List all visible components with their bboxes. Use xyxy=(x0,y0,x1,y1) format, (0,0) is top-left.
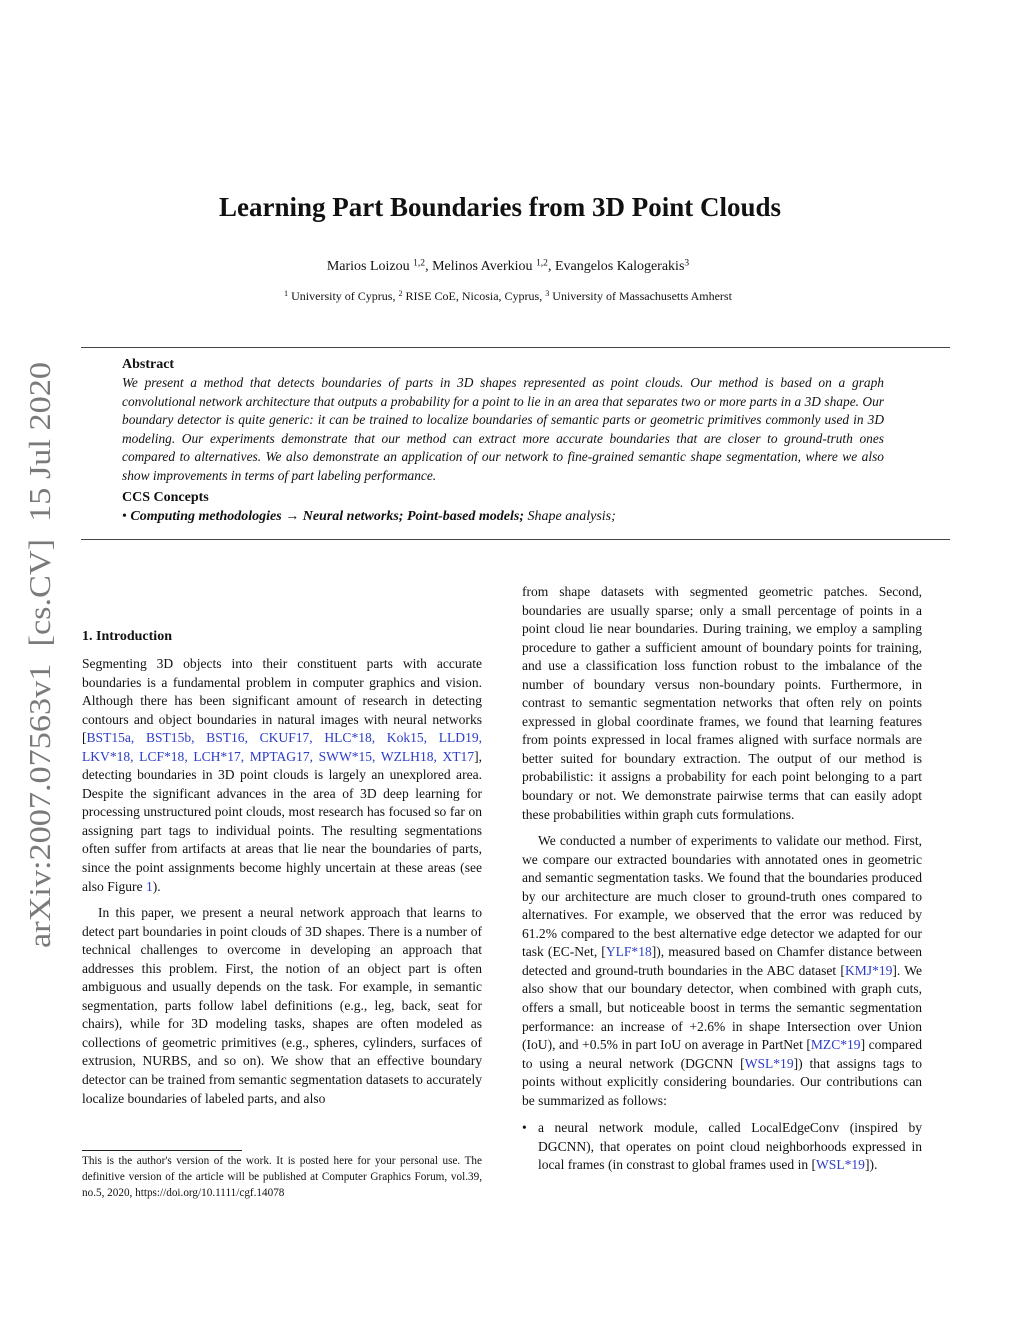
author-name: Melinos Averkiou xyxy=(432,259,533,274)
paragraph-text: ]) that assigns tags to points without explicitly considering boundaries. Our contributions can be summarized as follows: xyxy=(522,1055,923,1108)
abstract-top-rule xyxy=(81,347,950,348)
abstract-text: We present a method that detects boundaries of parts in 3D shapes represented as point clouds. Our method is based on a graph convolutional network architecture that outputs a probability for a point to lie in an area that separates two or more parts in a 3D shape. Our boundary detector is quite generic: it can be trained to localize boundaries of semantic parts or geometric primitives commonly used in 3D modeling. Our experiments demonstrate that our method can extract more accurate boundaries that are closer to ground-truth ones compared to alternatives. We also demonstrate an application of our network to fine-grained semantic shape segmentation, where we also show improvements in terms of part labeling performance. xyxy=(122,375,884,483)
ccs-bullet: • xyxy=(122,509,127,524)
affiliation-mark: 2 xyxy=(398,288,403,298)
intro-paragraph xyxy=(522,832,922,1110)
list-bullet: • xyxy=(522,1120,527,1136)
footnote-rule xyxy=(82,1150,242,1151)
paragraph-text: ]. We also show that our boundary detector, when combined with graph cuts, offers a small, but noticeable boost in terms the semantic segmentation performance: an increase of +2.6% in shape Intersection over Union (IoU), and +0.5% in part IoU on average in PartNet [ xyxy=(522,962,922,1053)
author-name: Evangelos Kalogerakis xyxy=(554,259,685,274)
abstract-heading: Abstract xyxy=(122,357,175,372)
intro-paragraph: from shape datasets with segmented geometric patches. Second, boundaries are usually sparse; only a small percentage of points in a point cloud lie near boundaries. During training, we employ a sampling procedure to gather a sufficient amount of boundary points for training, and use a classification loss function robust to the imbalance of the number of boundary versus non-boundary points. Furthermore, in contrast to semantic segmentation networks that often rely on points expressed in global coordinate frames, we found that learning features from points expressed in local frames aligned with surface normals are better suited for boundary extraction. The output of our method is probabilistic: it assigns a probability for each point belonging to a part boundary or not. We demonstrate pairwise terms that can easily adopt these probabilities within graph cuts formulations. xyxy=(522,584,922,822)
ccs-category: Computing methodologies xyxy=(130,509,282,524)
citation-link[interactable]: KMJ*19 xyxy=(844,962,893,978)
right-column xyxy=(522,583,922,1175)
paragraph-text: Segmenting 3D objects into their constituent parts with accurate boundaries is a fundamental problem in computer graphics and vision. Although there has been significant amount of research in detecting contours and object boundaries in natural images with neural networks [ xyxy=(82,656,482,746)
ccs-concepts-heading: CCS Concepts xyxy=(122,490,209,505)
author-affiliation-mark: 1,2 xyxy=(413,258,426,269)
arxiv-identifier-stamp xyxy=(14,360,62,950)
author-list: Marios Loizou $^{1,2}$, Melinos Averkiou $^{1,2}$, Evangelos Kalogerakis$^3$ xyxy=(326,258,690,274)
paragraph-text: a neural network module, called LocalEdgeConv (inspired by DGCNN), that operates on point cloud neighborhoods expressed in local frames (in constrast to global frames used in [ xyxy=(538,1120,922,1173)
paragraph-text: ], detecting boundaries in 3D point clouds is largely an unexplored area. Despite the significant advances in the area of 3D deep learning for processing unstructured point clouds, most research has focused so far on assigning part tags to individual points. The resulting segmentations often suffer from artifacts at areas that lie near the boundaries of parts, since the point assignments become highly uncertain at these areas (see also Figure xyxy=(82,748,482,894)
author-affiliation-mark: 3 xyxy=(684,258,690,269)
paper-title: Learning Part Boundaries from 3D Point Clouds xyxy=(218,192,782,222)
citation-link[interactable]: BST15a, BST15b, BST16, CKUF17, HLC*18, Kok15, LLD19, LKV*18, LCF*18, LCH*17, MPTAG17, SWW*15, WZLH18, XT17 xyxy=(82,730,482,764)
contribution-list-item xyxy=(522,1119,922,1175)
paragraph-text: ] compared to using a neural network (DGCNN [ xyxy=(522,1037,923,1071)
intro-paragraph: In this paper, we present a neural network approach that learns to detect part boundaries in point clouds of 3D shapes. There is a number of technical challenges to overcome in developing an approach that addresses this problem. First, the notion of an object part is often ambiguous and usually depends on the task. For example, in semantic segmentation, parts follow label definitions (e.g., leg, back, seat for chairs), while for 3D modeling tasks, shapes are often modeled as collections of geometric primitives (e.g., spheres, cylinders, surfaces of extrusion, NURBS, and so on). We show that an effective boundary detector can be trained from semantic segmentation datasets to accurately localize boundaries of labeled parts, and also xyxy=(82,905,482,1106)
ccs-subcategory: Neural networks; Point-based models; xyxy=(302,509,524,524)
paragraph-text: We conducted a number of experiments to validate our method. First, we compare our extracted boundaries with annotated ones in geometric and semantic segmentation tasks. We found that the boundaries produced by our architecture are much closer to ground-truth ones compared to alternatives. For example, we observed that the error was reduced by 61.2% compared to the best alternative edge detector we adapted for our task (EC-Net, [ xyxy=(522,833,922,960)
citation-link[interactable]: WSL*19 xyxy=(744,1055,794,1071)
ccs-arrow: → xyxy=(285,509,300,524)
affiliation-name: University of Cyprus, xyxy=(291,289,396,303)
author-version-footnote: This is the author's version of the work. It is posted here for your personal use. The definitive version of the article will be published at Computer Graphics Forum, vol.39, no.5, 2020, https://doi.org/10.1111/cgf.14078 xyxy=(82,1155,482,1200)
paragraph-text: ]), measured based on Chamfer distance between detected and ground-truth boundaries in the ABC dataset [ xyxy=(522,944,922,978)
arxiv-id-text: arXiv:2007.07563v1 [cs.CV] 15 Jul 2020 xyxy=(22,417,57,948)
affiliation-mark: 3 xyxy=(545,288,550,298)
affiliation-mark: 1 xyxy=(284,288,289,298)
abstract-bottom-rule xyxy=(81,539,950,540)
ccs-concepts-line xyxy=(122,509,616,525)
intro-paragraph xyxy=(82,655,482,896)
author-affiliation-mark: 1,2 xyxy=(536,258,548,269)
section-heading-introduction: 1. Introduction xyxy=(82,629,172,644)
paragraph-text: ]). xyxy=(864,1157,878,1173)
citation-link[interactable]: MZC*19 xyxy=(810,1037,861,1053)
affiliation-list xyxy=(0,289,1016,304)
author-name: Marios Loizou xyxy=(326,259,410,274)
citation-link[interactable]: WSL*19 xyxy=(816,1157,865,1173)
paragraph-text: ). xyxy=(152,878,161,894)
citation-link[interactable]: YLF*18 xyxy=(605,944,652,960)
affiliation-name: University of Massachusetts Amherst xyxy=(552,289,732,303)
figure-link[interactable]: 1 xyxy=(145,878,153,894)
affiliation-name: RISE CoE, Nicosia, Cyprus, xyxy=(405,289,543,303)
ccs-topic: Shape analysis; xyxy=(527,509,616,524)
left-column xyxy=(82,655,482,1108)
